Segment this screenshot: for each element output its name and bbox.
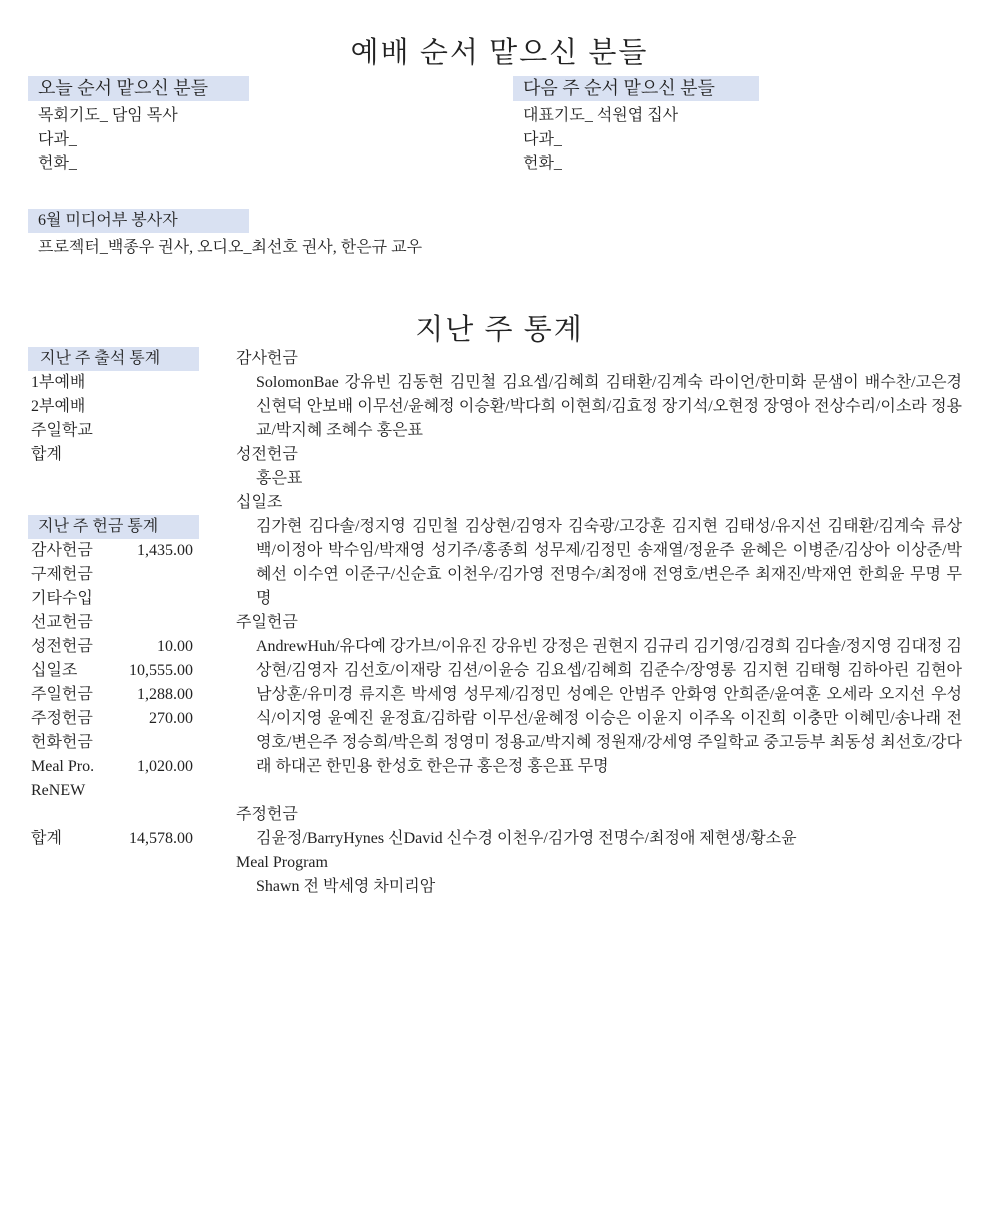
offering-value: 10.00 [157, 638, 193, 655]
today-line-prayer: 목회기도_ 담임 목사 [38, 107, 178, 124]
today-line-refreshment: 다과_ [38, 131, 77, 148]
offering-value: 1,020.00 [137, 758, 193, 775]
next-week-line-refreshment: 다과_ [523, 131, 562, 148]
offering-value: 1,435.00 [137, 542, 193, 559]
donor-section-title: 주정헌금 [236, 806, 298, 823]
attendance-label: 2부예배 [31, 398, 86, 415]
stats-title: 지난 주 통계 [415, 314, 584, 346]
donor-names: AndrewHuh/유다예 강가브/이유진 강유빈 강정은 권현지 김규리 김기영/김경희 김다솔/정지영 김대정 김상현/김영자 김선호/이재랑 김션/이윤승 김요셉/김혜희 김준수/장영롱 김지현 김태형 김하아린 김현아 남상훈/유미경 류지흔 박세영 성무제/김정민 성예은 안범주 안화영 안희준/윤여훈 오세라 오지선 우성식/이지영 윤예진 윤정효/김하람 이무선/윤혜정 이승은 이윤지 이주옥 이진희 이충만 이혜민/송나래 전영호/변은주 정승희/박은희 정영미 정용교/박지혜 정원재/강세영 주일학교 중고등부 최동성 최선호/강다래 하대곤 한민용 한성호 한은규 홍은정 홍은표 무명 [256, 638, 962, 775]
offering-value: 270.00 [149, 710, 193, 727]
offering-total-value: 14,578.00 [129, 830, 193, 847]
offering-label: 선교헌금 [31, 614, 93, 631]
next-week-line-prayer: 대표기도_ 석원엽 집사 [523, 107, 679, 124]
donor-section-title: 십일조 [236, 494, 283, 511]
donor-names: SolomonBae 강유빈 김동현 김민철 김요셉/김혜희 김태환/김계숙 라이언/한미화 문샘이 배수찬/고은경 신현덕 안보배 이무선/윤혜정 이승환/박다희 이현희/김효정 장기석/오현정 장영아 전상수리/이소라 정용교/박지혜 조혜수 홍은표 [256, 374, 962, 439]
media-volunteers-line: 프로젝터_백종우 권사, 오디오_최선호 권사, 한은규 교우 [38, 239, 423, 256]
offering-label: 감사헌금 [31, 542, 93, 559]
offering-label: 성전헌금 [31, 638, 93, 655]
offering-header: 지난 주 헌금 통계 [28, 515, 199, 539]
attendance-label: 1부예배 [31, 374, 86, 391]
offering-value: 10,555.00 [129, 662, 193, 679]
offering-label: 십일조 [31, 662, 78, 679]
offering-value: 1,288.00 [137, 686, 193, 703]
page-title: 예배 순서 맡으신 분들 [350, 37, 649, 69]
donor-section-title: Meal Program [236, 854, 328, 871]
offering-label: 주정헌금 [31, 710, 93, 727]
offering-label: Meal Pro. [31, 758, 95, 775]
donor-section-title: 감사헌금 [236, 350, 298, 367]
offering-label: 주일헌금 [31, 686, 93, 703]
attendance-label: 합계 [31, 446, 62, 463]
donor-names: 홍은표 [256, 470, 303, 487]
today-line-flowers: 헌화_ [38, 155, 77, 172]
next-week-line-flowers: 헌화_ [523, 155, 562, 172]
today-header: 오늘 순서 맡으신 분들 [28, 76, 249, 101]
next-week-header: 다음 주 순서 맡으신 분들 [513, 76, 759, 101]
offering-label: ReNEW [31, 782, 86, 799]
donor-names: Shawn 전 박세영 차미리암 [256, 878, 436, 895]
donor-section-title: 성전헌금 [236, 446, 298, 463]
donor-names: 김가현 김다솔/정지영 김민철 김상현/김영자 김숙광/고강훈 김지현 김태성/유지선 김태환/김계숙 류상백/이정아 박수임/박재영 성기주/홍종희 성무제/김정민 송재열/정윤주 윤혜은 이병준/김상아 이상준/박혜선 이수연 이준구/신순효 이천우/김가영 전명수/최정애 전영호/변은주 최재진/박재연 한희윤 무명 무명 [256, 518, 962, 607]
offering-label: 기타수입 [31, 590, 93, 607]
donor-section-title: 주일헌금 [236, 614, 298, 631]
media-header: 6월 미디어부 봉사자 [28, 209, 249, 233]
offering-total-label: 합계 [31, 830, 62, 847]
offering-label: 구제헌금 [31, 566, 93, 583]
attendance-header: 지난 주 출석 통계 [28, 347, 199, 371]
donor-names: 김윤정/BarryHynes 신David 신수경 이천우/김가영 전명수/최정애 제현생/황소윤 [256, 830, 797, 847]
attendance-label: 주일학교 [31, 422, 93, 439]
offering-label: 헌화헌금 [31, 734, 93, 751]
